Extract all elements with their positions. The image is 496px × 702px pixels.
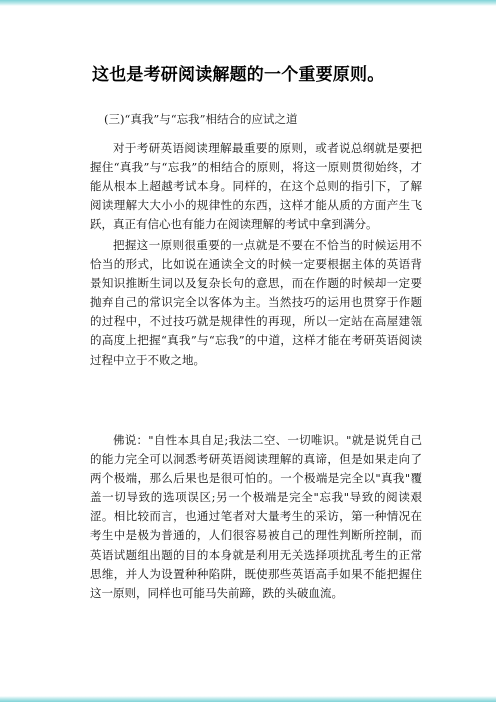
bottom-border-decoration [0,696,496,702]
document-title: 这也是考研阅读解题的一个重要原则。 [92,65,385,85]
paragraph-2: 把握这一原则很重要的一点就是不要在不恰当的时候运用不恰当的形式，比如说在通读全文的时候一定要根据主体的英语背景知识推断生词以及复杂长句的意思，而在作题的时候却一定要抛弃自己的常识完全以客体为主。当然技巧的运用也贯穿于作题的过程中，不过技巧就是规律性的再现，所以一定站在高屋建瓴的高度上把握“真我”与“忘我”的中道，这样才能在考研英语阅读过程中立于不败之地。 [90,238,422,367]
paragraph-3: 佛说："自性本具自足;我法二空、一切唯识。"就是说凭自己的能力完全可以洞悉考研英语阅读理解的真谛，但是如果走向了两个极端，那么后果也是很可怕的。一个极端是完全以"真我"覆盖一切导致的选项误区;另一个极端是完全"忘我"导致的阅读艰涩。相比较而言，也通过笔者对大量考生的采访，第一种情况在考生中是极为普通的，人们很容易被自己的理性判断所控制，而英语试题组出题的目的本身就是利用无关选择项扰乱考生的正常思维，并人为设置种种陷阱，既使那些英语高手如果不能把握住这一原则，同样也可能马失前蹄，跌的头破血流。 [90,433,422,600]
paragraph-1: 对于考研英语阅读理解最重要的原则，或者说总纲就是要把握住“真我”与“忘我”的相结合的原则，将这一原则贯彻始终，才能从根本上超越考试本身。同样的，在这个总则的指引下，了解阅读理解大大小小的规律性的东西，这样才能从质的方面产生飞跃，真正有信心也有能力在阅读理解的考试中拿到满分。 [90,141,422,232]
top-border-decoration [0,0,496,6]
section-subheading: (三)“真我”与“忘我”相结合的应试之道 [104,112,298,126]
